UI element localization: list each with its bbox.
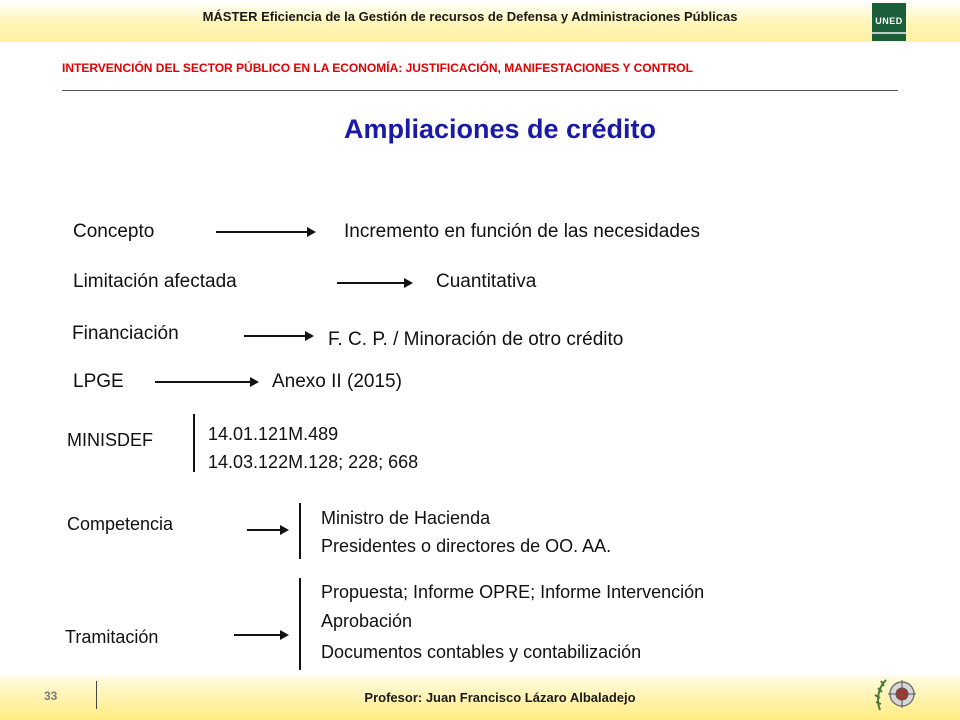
logo-text: UNED bbox=[875, 16, 903, 26]
header-bar bbox=[0, 0, 960, 42]
competencia-bracket bbox=[299, 503, 301, 559]
minisdef-line-1: 14.01.121M.489 bbox=[208, 424, 339, 444]
competencia-line-2: Presidentes o directores de OO. AA. bbox=[321, 536, 612, 556]
minisdef-label: MINISDEF bbox=[67, 430, 154, 450]
page-number: 33 bbox=[44, 689, 58, 703]
uned-logo bbox=[872, 3, 906, 41]
slide-title: Ampliaciones de crédito bbox=[343, 114, 657, 144]
tramitacion-line-1: Propuesta; Informe OPRE; Informe Intervención bbox=[321, 582, 705, 602]
lpge-label: LPGE bbox=[73, 371, 124, 392]
concepto-value: Incremento en función de las necesidades bbox=[344, 221, 700, 242]
tramitacion-line-2: Aprobación bbox=[321, 611, 413, 631]
tramitacion-arrow bbox=[234, 634, 287, 636]
program-title: MÁSTER Eficiencia de la Gestión de recursos de Defensa y Administraciones Públicas bbox=[202, 9, 738, 24]
limitacion-arrow bbox=[337, 282, 411, 284]
tramitacion-line-3: Documentos contables y contabilización bbox=[321, 642, 642, 662]
course-subtitle: INTERVENCIÓN DEL SECTOR PÚBLICO EN LA ECONOMÍA: JUSTIFICACIÓN, MANIFESTACIONES Y CONTROL bbox=[62, 61, 693, 75]
emblem-icon bbox=[872, 670, 922, 716]
tramitacion-bracket bbox=[299, 578, 301, 670]
concepto-arrow bbox=[216, 231, 314, 233]
competencia-line-1: Ministro de Hacienda bbox=[321, 508, 491, 528]
minisdef-line-2: 14.03.122M.128; 228; 668 bbox=[208, 452, 419, 472]
limitacion-value: Cuantitativa bbox=[436, 271, 537, 292]
professor-name: Profesor: Juan Francisco Lázaro Albaladejo bbox=[364, 690, 636, 705]
competencia-label: Competencia bbox=[67, 514, 174, 534]
competencia-arrow bbox=[247, 529, 287, 531]
financiacion-value: F. C. P. / Minoración de otro crédito bbox=[328, 329, 624, 350]
limitacion-label: Limitación afectada bbox=[73, 271, 237, 292]
financiacion-arrow bbox=[244, 335, 312, 337]
concepto-label: Concepto bbox=[73, 221, 155, 242]
lpge-value: Anexo II (2015) bbox=[272, 371, 402, 392]
tramitacion-label: Tramitación bbox=[65, 627, 159, 647]
financiacion-label: Financiación bbox=[72, 323, 179, 344]
header-divider bbox=[62, 90, 898, 91]
minisdef-bracket bbox=[193, 414, 195, 472]
lpge-arrow bbox=[155, 381, 257, 383]
